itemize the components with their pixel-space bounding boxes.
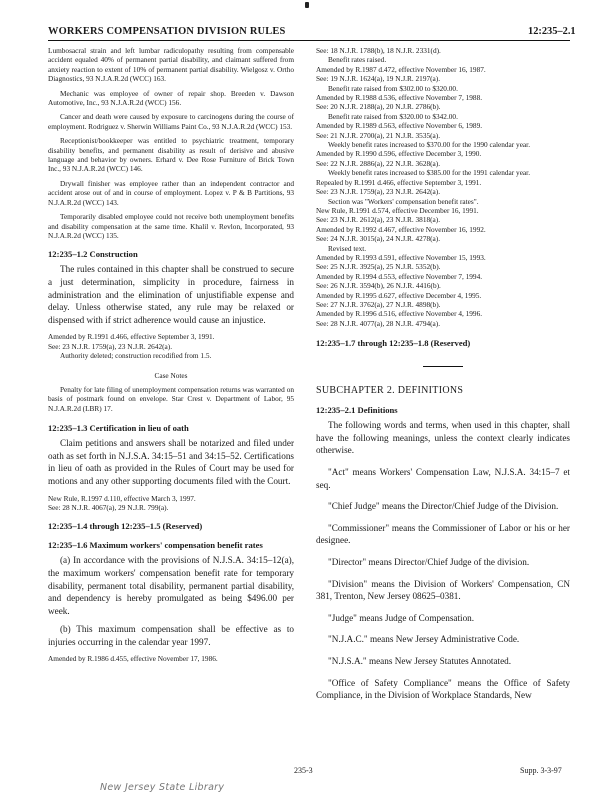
history-note: Amended by R.1986 d.455, effective November 17, 1986. xyxy=(48,654,218,664)
history-note: Amended by R.1988 d.536, effective November 7, 1988. xyxy=(316,93,483,103)
history-note: Amended by R.1995 d.627, effective December 4, 1995. xyxy=(316,290,482,300)
history-note: Amended by R.1993 d.591, effective November 15, 1993. xyxy=(316,252,486,262)
history-note: Amended by R.1996 d.516, effective November 4, 1996. xyxy=(316,309,483,319)
case-notes-heading: Case Notes xyxy=(154,370,188,380)
section-heading: 12:235–1.6 Maximum workers' compensation benefit rates xyxy=(48,540,263,551)
case-note: Drywall finisher was employee rather than an independent contractor and accident arose out of and in course of employment. Lopez v. P & B Partitions, 93 N.J.A.R.2d (WCC) 143. xyxy=(48,178,294,207)
history-note: Amended by R.1989 d.563, effective November 6, 1989. xyxy=(316,121,483,131)
history-note: See: 23 N.J.R. 2612(a), 23 N.J.R. 3818(a). xyxy=(316,215,441,225)
section-divider xyxy=(423,366,463,367)
history-note: Benefit rates raised. xyxy=(328,55,387,65)
case-note: Mechanic was employee of owner of repair shop. Breeden v. Dawson Automotive, Inc., 93 N.J.A.R.2d (WCC) 156. xyxy=(48,88,294,108)
history-note: Weekly benefit rates increased to $370.00 for the 1990 calendar year. xyxy=(328,140,531,150)
definition: "N.J.S.A." means New Jersey Statutes Annotated. xyxy=(328,655,512,666)
history-note: Amended by R.1987 d.472, effective November 16, 1987. xyxy=(316,64,486,74)
section-heading: 12:235–1.7 through 12:235–1.8 (Reserved) xyxy=(316,338,471,349)
definition: "Act" means Workers' Compensation Law, N.J.S.A. 34:15–7 et seq. xyxy=(316,466,570,490)
header-rule xyxy=(48,40,570,41)
section-body: The following words and terms, when used in this chapter, shall have the following meanings, unless the context clearly indicates otherwise. xyxy=(316,420,570,456)
top-mark xyxy=(305,2,309,8)
case-note: Lumbosacral strain and left lumbar radiculopathy resulting from compensable accident equaled 40% of permanent partial disability, and claimant suffered from anxiety reaction to extent of 10% of permanent partial disability. Wielgosz v. Ortho Diagnostics, 93 N.J.A.R.2d (WCC) 163. xyxy=(48,46,294,84)
history-note: Weekly benefit rates increased to $385.00 for the 1991 calendar year. xyxy=(328,168,531,178)
case-note: Cancer and death were caused by exposure to carcinogens during the course of employment. Rodriguez v. Sherwin Williams Paint Co., 93 N.J.A.R.2d (WCC) 153. xyxy=(48,112,294,131)
section-body: (a) In accordance with the provisions of N.J.S.A. 34:15–12(a), the maximum workers' compensation benefit rate for temporary disability, permanent total disability, permanent partial disability, and dependency is hereby promulgated as being $496.00 per week. xyxy=(48,555,294,616)
history-note: See: 26 N.J.R. 3594(b), 26 N.J.R. 4416(b). xyxy=(316,281,441,291)
history-note: Benefit rate raised from $302.00 to $320.00. xyxy=(328,83,458,93)
history-note: See: 18 N.J.R. 1788(b), 18 N.J.R. 2331(d). xyxy=(316,46,441,55)
history-note: See: 28 N.J.R. 4067(a), 29 N.J.R. 799(a). xyxy=(48,502,169,512)
history-note: See: 19 N.J.R. 1624(a), 19 N.J.R. 2197(a). xyxy=(316,74,441,84)
case-note: Temporarily disabled employee could not receive both unemployment benefits and disability compensation at the same time. Khalil v. Revlon, Incorporated, 93 N.J.A.R.2d (WCC) 135. xyxy=(48,212,294,240)
definition: "Judge" means Judge of Compensation. xyxy=(328,612,475,623)
history-note: Amended by R.1990 d.596, effective December 3, 1990. xyxy=(316,149,482,159)
history-note: Revised text. xyxy=(328,243,367,253)
definition: "Office of Safety Compliance" means the Office of Safety Compliance, in the Division of Workplace Standards, New xyxy=(316,677,570,701)
history-note: See: 23 N.J.R. 1759(a), 23 N.J.R. 2642(a). xyxy=(48,341,173,351)
definition: "Chief Judge" means the Director/Chief Judge of the Division. xyxy=(328,501,559,512)
history-note: See: 21 N.J.R. 2700(a), 21 N.J.R. 3535(a). xyxy=(316,130,441,140)
history-note: Benefit rate raised from $320.00 to $342.00. xyxy=(328,111,458,121)
history-note: See: 23 N.J.R. 1759(a), 23 N.J.R. 2642(a). xyxy=(316,187,441,197)
definition: "Director" means Director/Chief Judge of the division. xyxy=(328,556,530,567)
running-header-section: 12:235–2.1 xyxy=(528,26,576,37)
library-watermark: New Jersey State Library xyxy=(100,782,225,793)
section-heading: 12:235–2.1 Definitions xyxy=(316,405,398,416)
history-note: New Rule, R.1991 d.574, effective December 16, 1991. xyxy=(316,205,479,215)
section-heading: 12:235–1.4 through 12:235–1.5 (Reserved) xyxy=(48,521,203,532)
left-column xyxy=(48,46,294,664)
definition: "Division" means the Division of Workers' Compensation, CN 381, Trenton, New Jersey 08625–0381. xyxy=(316,578,570,602)
subchapter-heading: SUBCHAPTER 2. DEFINITIONS xyxy=(316,385,464,397)
history-note: Amended by R.1994 d.553, effective November 7, 1994. xyxy=(316,271,483,281)
page-number: 235-3 xyxy=(294,766,313,775)
history-note: See: 28 N.J.R. 4077(a), 28 N.J.R. 4794(a). xyxy=(316,318,441,328)
history-note: See: 24 N.J.R. 3015(a), 24 N.J.R. 4278(a). xyxy=(316,234,441,244)
section-body: The rules contained in this chapter shall be construed to secure a just determination, simplicity in procedure, fairness in administration and the elimination of unjustifiable expense and delay. Unless otherwise stated, any rule may be relaxed or dispensed with if strict adherence would cause an injustice. xyxy=(48,264,294,325)
history-list xyxy=(316,46,570,328)
case-note: Penalty for late filing of unemployment compensation returns was warranted on basis of postmark found on envelope. Star Crest v. Department of Labor, 95 N.J.A.R.2d (LBR) 17. xyxy=(48,384,294,413)
section-heading: 12:235–1.2 Construction xyxy=(48,249,138,260)
history-note: Repealed by R.1991 d.466, effective September 3, 1991. xyxy=(316,177,482,187)
section-body: (b) This maximum compensation shall be effective as to injuries occurring in the calendar year 1997. xyxy=(48,624,294,647)
history-note: Amended by R.1992 d.467, effective November 16, 1992. xyxy=(316,224,486,234)
history-note: See: 20 N.J.R. 2188(a), 20 N.J.R. 2786(b). xyxy=(316,102,441,112)
history-note: See: 22 N.J.R. 2886(a), 22 N.J.R. 3628(a). xyxy=(316,158,441,168)
definition: "N.J.A.C." means New Jersey Administrative Code. xyxy=(328,634,520,645)
history-note: Section was "Workers' compensation benefit rates". xyxy=(328,196,479,206)
history-note: See: 25 N.J.R. 3925(a), 25 N.J.R. 5352(b). xyxy=(316,262,441,272)
history-note: New Rule, R.1997 d.110, effective March 3, 1997. xyxy=(48,493,196,503)
history-note: Amended by R.1991 d.466, effective September 3, 1991. xyxy=(48,332,215,342)
running-header-title: WORKERS COMPENSATION DIVISION RULES xyxy=(48,26,286,37)
case-note: Receptionist/bookkeeper was entitled to psychiatric treatment, temporary disability benefits, and permanent disability as result of derisive and abusive language and behavior by owners. Erhard v. Dee Rose Furniture of Brick Town Inc., 93 N.J.A.R.2d (WCC) 146. xyxy=(48,136,294,174)
history-note: See: 27 N.J.R. 3762(a), 27 N.J.R. 4898(b). xyxy=(316,299,441,309)
history-note: Authority deleted; construction recodified from 1.5. xyxy=(60,351,212,361)
section-body: Claim petitions and answers shall be notarized and filed under oath as set forth in N.J.S.A. 34:15–51 and 34:15–52. Certifications in lieu of oath as provided in the Rules of Court may be used for motions and any other supporting documents filed with the Court. xyxy=(48,438,294,486)
definition: "Commissioner" means the Commissioner of Labor or his or her designee. xyxy=(316,522,570,546)
right-column xyxy=(316,46,570,702)
supplement-date: Supp. 3-3-97 xyxy=(520,766,562,775)
section-heading: 12:235–1.3 Certification in lieu of oath xyxy=(48,423,189,434)
